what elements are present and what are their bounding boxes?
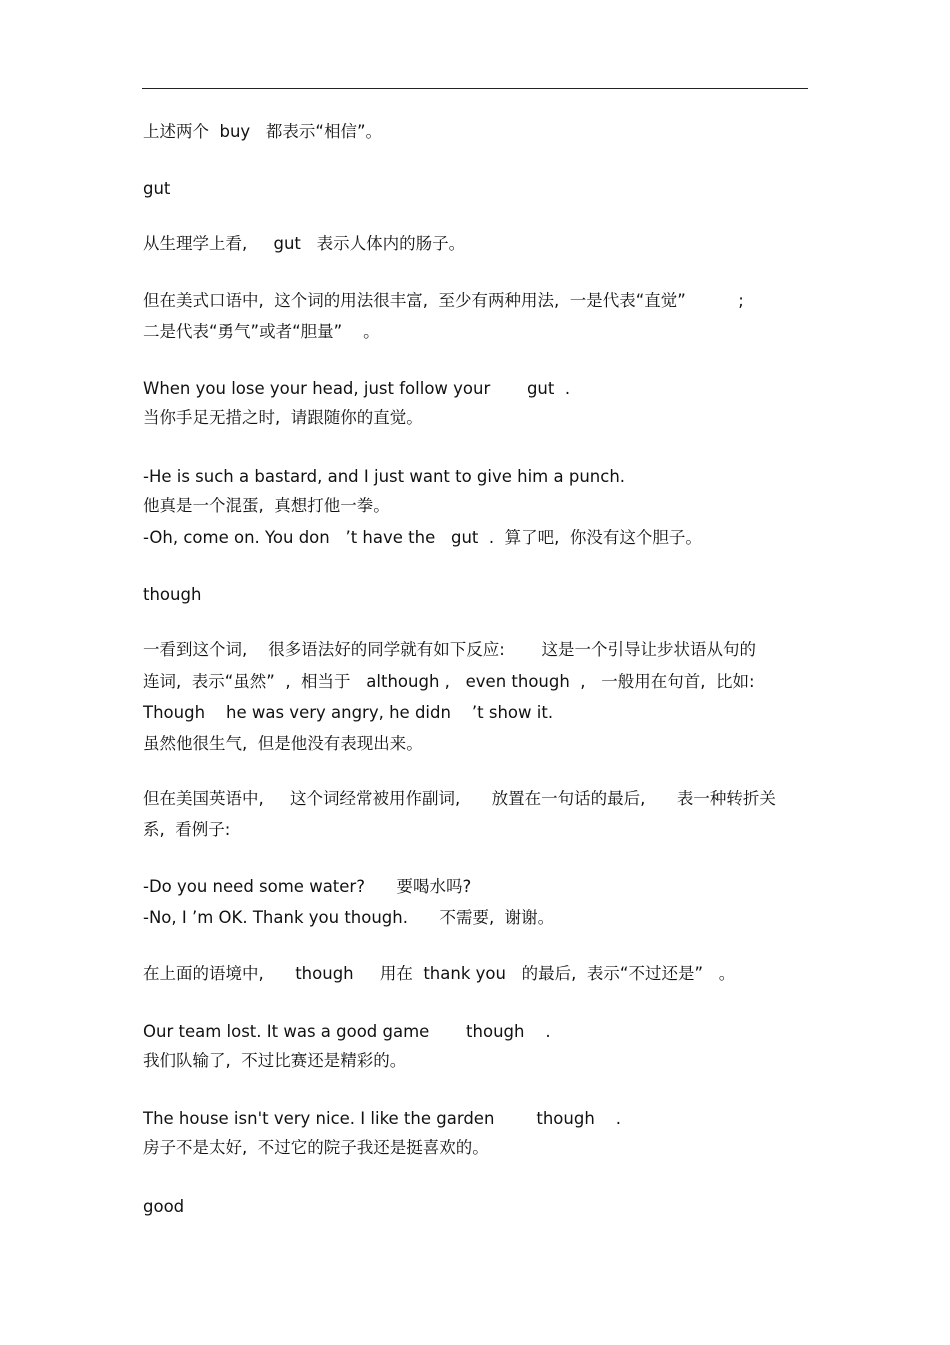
example-en: Our team lost. It was a good game though .: [143, 1022, 551, 1041]
text-line: 从生理学上看, gut 表示人体内的肠子。: [143, 234, 466, 253]
dialog-line: -No, I ’m OK. Thank you though. 不需要, 谢谢。: [143, 908, 555, 927]
example-zh: 我们队输了, 不过比赛还是精彩的。: [143, 1051, 407, 1070]
header-rule: [142, 88, 808, 89]
section-heading: though: [143, 585, 202, 604]
section-heading: good: [143, 1197, 185, 1216]
example-zh: 他真是一个混蛋, 真想打他一拳。: [143, 496, 390, 515]
example-en: When you lose your head, just follow your gut .: [143, 379, 571, 398]
text-line: 但在美国英语中, 这个词经常被用作副词, 放置在一句话的最后, 表一种转折关: [143, 789, 776, 808]
example-en: The house isn't very nice. I like the garden though .: [143, 1109, 622, 1128]
example-zh: 当你手足无措之时, 请跟随你的直觉。: [143, 408, 423, 427]
text-line: 系, 看例子:: [143, 820, 231, 839]
text-line: 上述两个 buy 都表示“相信”。: [143, 122, 383, 141]
text-line: 一看到这个词, 很多语法好的同学就有如下反应: 这是一个引导让步状语从句的: [143, 640, 756, 659]
example-zh: 虽然他很生气, 但是他没有表现出来。: [143, 734, 423, 753]
dialog-line: -Do you need some water? 要喝水吗?: [143, 877, 472, 896]
text-line: 连词, 表示“虽然” , 相当于 although , even though , 一般用在句首, 比如:: [143, 672, 755, 691]
dialog-line: -He is such a bastard, and I just want to give him a punch.: [143, 467, 626, 486]
text-line: 在上面的语境中, though 用在 thank you 的最后, 表示“不过还是” 。: [143, 964, 736, 983]
example-en: Though he was very angry, he didn ’t show it.: [143, 703, 554, 722]
example-zh: 房子不是太好, 不过它的院子我还是挺喜欢的。: [143, 1138, 489, 1157]
text-line: 但在美式口语中, 这个词的用法很丰富, 至少有两种用法, 一是代表“直觉” ;: [143, 291, 744, 310]
section-heading: gut: [143, 179, 171, 198]
dialog-line: -Oh, come on. You don ’t have the gut . 算了吧, 你没有这个胆子。: [143, 528, 702, 547]
text-line: 二是代表“勇气”或者“胆量” 。: [143, 322, 380, 341]
